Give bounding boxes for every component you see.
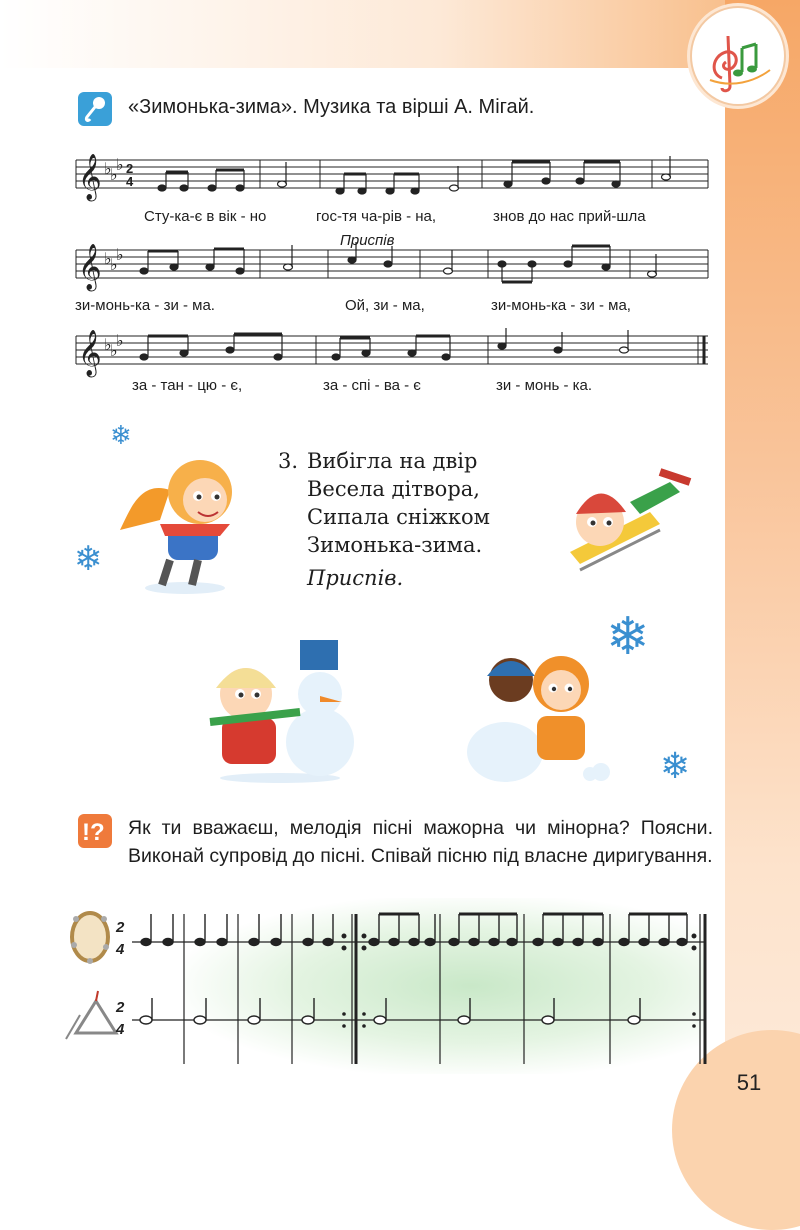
staff-3 [76,336,708,364]
snowman-girl-illustration [200,632,360,782]
lyric-3b: за - спі - ва - є [323,377,421,394]
verse-line-2: Весела дітвора, [307,477,480,501]
verse-number: 3. [278,449,299,473]
chorus-label: Приспів [340,232,395,249]
accompaniment-score [114,910,714,1070]
time-sig-top-2: 2 [116,999,125,1016]
microphone-icon [78,92,112,126]
verse-line-4: Зимонька-зима. [307,533,483,557]
verse-chorus-ref: Приспів. [307,566,404,590]
song-title: «Зимонька-зима». Музика та вірші А. Мігай. [128,96,535,118]
question-text: Як ти вважаєш, мелодія пісні мажорна чи мінорна? Поясни. Виконай супровід до пісні. Співай пісню під власне диригування. [128,817,713,867]
side-band [725,0,800,1158]
svg-text:!?: !? [82,819,105,846]
time-sig-top-1: 2 [116,919,125,936]
svg-text:𝄞: 𝄞 [78,244,102,290]
svg-text:♭: ♭ [110,167,118,184]
skating-girl-illustration [70,420,260,600]
svg-text:𝄞: 𝄞 [78,154,102,200]
song-score [70,150,720,400]
verse-line-3: Сипала сніжком [307,505,491,529]
svg-text:♭: ♭ [104,161,112,178]
question-icon [78,814,112,848]
svg-text:♭: ♭ [104,251,112,268]
svg-text:❄: ❄ [110,420,132,450]
page-number: 51 [736,1070,762,1095]
svg-text:❄: ❄ [606,608,650,666]
music-logo-badge [690,6,786,106]
snowflakes-decoration [600,604,710,784]
svg-text:♭: ♭ [110,343,118,360]
svg-text:♭: ♭ [110,257,118,274]
svg-text:𝄞: 𝄞 [78,330,102,376]
svg-text:♭: ♭ [104,337,112,354]
time-sig-bottom-2: 4 [116,1021,125,1038]
lyric-3a: за - тан - цю - є, [132,377,243,394]
lyric-2b: Ой, зи - ма, [345,297,425,314]
triangle-icon [66,991,116,1039]
music-note-icon [692,8,784,104]
svg-text:2: 2 [126,161,134,176]
lyric-3c: зи - монь - ка. [496,377,593,394]
time-sig-bottom-1: 4 [116,941,125,958]
tambourine-icon [71,913,109,964]
svg-text:♭: ♭ [116,333,124,350]
svg-text:❄: ❄ [660,745,691,786]
verse-line-1: Вибігла на двір [307,449,478,473]
lyric-2c: зи-монь-ка - зи - ма, [491,297,631,314]
svg-text:4: 4 [126,174,134,189]
header-band [0,0,800,68]
lyric-1b: гос-тя ча-рів - на, [316,208,437,225]
svg-text:♭: ♭ [116,247,124,264]
tambourine-rhythm [141,914,696,950]
lyric-1c: знов до нас прий-шла [493,208,646,225]
lyric-2a: зи-монь-ка - зи - ма. [75,297,215,314]
svg-text:❄: ❄ [74,540,103,578]
sledding-boy-illustration [550,452,700,582]
svg-text:♭: ♭ [116,157,124,174]
lyric-1a: Сту-ка-є в вік - но [144,208,267,225]
